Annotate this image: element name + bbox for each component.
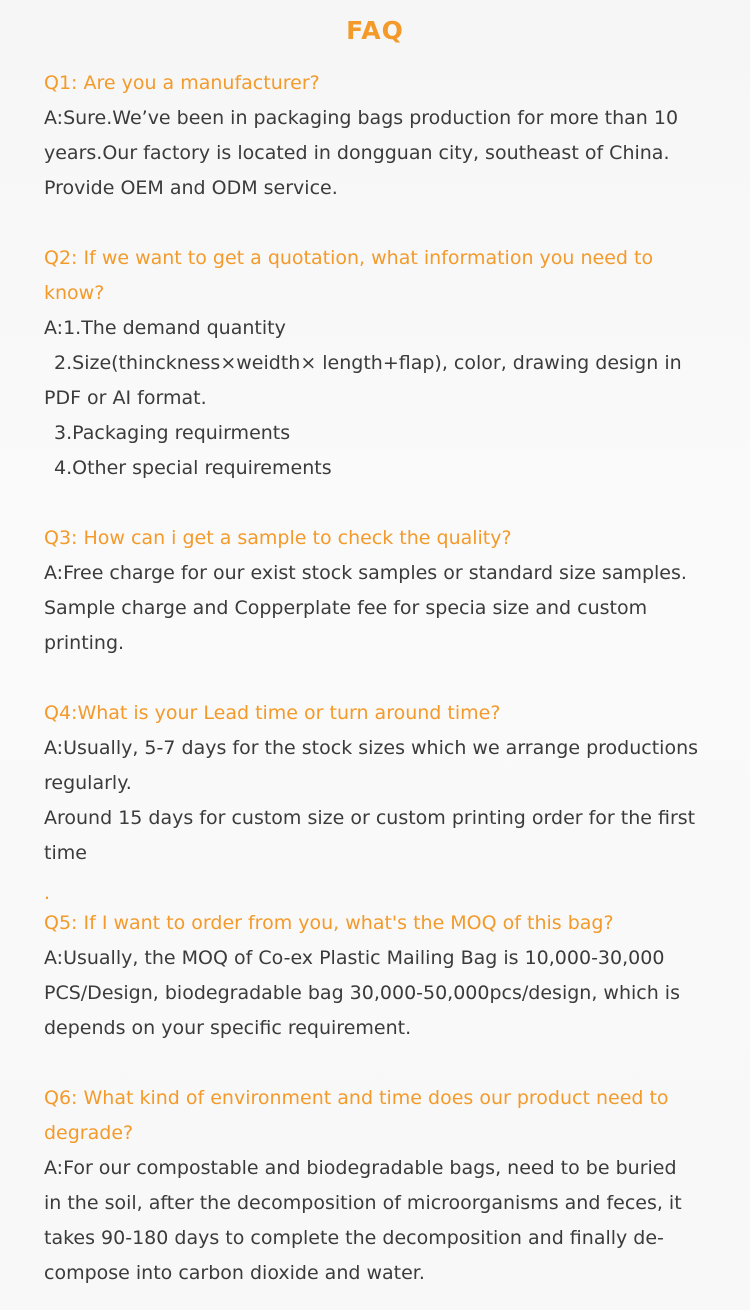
faq-answer-line: time	[44, 842, 87, 864]
faq-item-4	[44, 696, 714, 871]
faq-answer-line: A:For our compostable and biodegradable bags, need to be buried	[44, 1157, 677, 1179]
faq-answer-line: Sample charge and Copperplate fee for specia size and custom	[44, 597, 648, 619]
faq-question: know?	[44, 282, 105, 304]
faq-answer-line: takes 90-180 days to complete the decomposition and finally de-	[44, 1227, 664, 1249]
faq-answer-line: 3.Packaging requirments	[54, 422, 291, 444]
page-title: FAQ	[346, 16, 404, 45]
faq-answer-line: A:Usually, the MOQ of Co-ex Plastic Mailing Bag is 10,000-30,000	[44, 947, 665, 969]
faq-answer-line: Around 15 days for custom size or custom printing order for the first	[44, 807, 696, 829]
faq-question: Q5: If I want to order from you, what's the MOQ of this bag?	[44, 912, 614, 934]
faq-answer-line: A:Sure.We’ve been in packaging bags production for more than 10	[44, 107, 679, 129]
faq-question: Q1: Are you a manufacturer?	[44, 72, 320, 94]
faq-item-3	[44, 521, 714, 661]
faq-item-2	[44, 241, 714, 486]
faq-answer-line: 2.Size(thinckness×weidth× length+flap), color, drawing design in	[54, 352, 682, 374]
faq-answer-line: printing.	[44, 632, 125, 654]
faq-question: Q2: If we want to get a quotation, what information you need to	[44, 247, 654, 269]
faq-answer-line: Provide OEM and ODM service.	[44, 177, 338, 199]
stray-dot-mark: .	[44, 882, 51, 904]
faq-question: Q6: What kind of environment and time does our product need to	[44, 1087, 669, 1109]
faq-answer-line: PCS/Design, biodegradable bag 30,000-50,000pcs/design, which is	[44, 982, 680, 1004]
faq-answer-line: regularly.	[44, 772, 132, 794]
faq-answer-line: years.Our factory is located in dongguan city, southeast of China.	[44, 142, 670, 164]
faq-answer-line: 4.Other special requirements	[54, 457, 332, 479]
faq-item-5	[44, 906, 714, 1046]
faq-answer-line: compose into carbon dioxide and water.	[44, 1262, 425, 1284]
faq-question: degrade?	[44, 1122, 134, 1144]
faq-item-1	[44, 66, 714, 206]
faq-question: Q4:What is your Lead time or turn around time?	[44, 702, 501, 724]
faq-answer-line: PDF or AI format.	[44, 387, 207, 409]
faq-question: Q3: How can i get a sample to check the quality?	[44, 527, 512, 549]
faq-answer-line: A:Usually, 5-7 days for the stock sizes which we arrange productions	[44, 737, 699, 759]
faq-answer-line: A:Free charge for our exist stock samples or standard size samples.	[44, 562, 687, 584]
faq-answer-line: A:1.The demand quantity	[44, 317, 286, 339]
faq-item-6	[44, 1081, 714, 1291]
faq-answer-line: depends on your specific requirement.	[44, 1017, 412, 1039]
faq-answer-line: in the soil, after the decomposition of microorganisms and feces, it	[44, 1192, 682, 1214]
